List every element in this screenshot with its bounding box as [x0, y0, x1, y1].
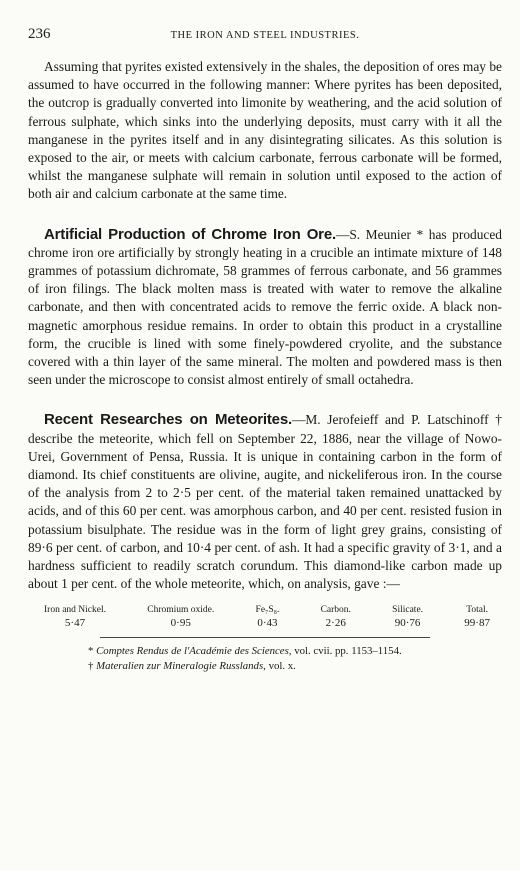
analysis-value: 2·26 [325, 617, 346, 630]
footnote [88, 644, 502, 659]
section-chrome-iron-ore [28, 226, 502, 390]
analysis-label: Silicate. [392, 605, 424, 616]
analysis-column [392, 605, 423, 629]
running-title: THE IRON AND STEEL INDUSTRIES. [170, 30, 360, 41]
section-title-meteorites: Recent Researches on Meteorites. [44, 411, 292, 429]
analysis-value: 99·87 [464, 617, 490, 630]
footnote-divider [100, 637, 430, 638]
analysis-column [321, 605, 351, 629]
analysis-value: 0·43 [257, 617, 278, 630]
footnote-marker: † [88, 660, 94, 673]
section-body-chrome-iron-ore: —S. Meunier * has produced chrome iron ore artificially by strongly heating in a crucible an intimate mixture of 148 grammes of potassium dichromate, 58 grammes of ferrous carbonate, and 56 grammes of iron filings. The black molten mass is treated with water to remove the alkaline carbonate, and then with concentrated acids to remove the ferric oxide. A black non-magnetic amorphous residue remains. In order to obtain this product in a crystalline form, the crucible is lined with some finely-powdered cryolite, and the substance covered with a thin layer of the same mineral. The molten and powdered mass is then seen under the microscope to consist almost entirely of small octahedra. [28, 226, 502, 388]
analysis-column [44, 605, 106, 629]
footnotes [28, 644, 502, 674]
analysis-column [256, 605, 280, 629]
footnote-ref: vol. cvii. pp. 1153–1154. [294, 645, 402, 658]
footnote-ref: vol. x. [268, 660, 296, 673]
analysis-table [28, 605, 502, 629]
page-number: 236 [28, 26, 51, 42]
analysis-value: 0·95 [170, 617, 191, 630]
footnote-source: Materalien zur Mineralogie Russlands, [96, 660, 266, 673]
analysis-value: 90·76 [394, 617, 421, 630]
page-header [28, 22, 502, 48]
section-meteorites [28, 411, 502, 593]
analysis-label: Fe₇S₈. [255, 605, 280, 616]
analysis-label: Iron and Nickel. [44, 605, 106, 616]
analysis-value: 5·47 [64, 617, 86, 630]
analysis-label: Carbon. [320, 605, 351, 616]
footnote [88, 659, 502, 674]
analysis-column [147, 605, 214, 629]
section-body-meteorites: —M. Jerofeieff and P. Latschinoff † describe the meteorite, which fell on September 22, 1886, near the village of Nowo-Urei, Government of Pensa, Russia. It is unique in containing carbon in the form of diamond. Its chief constituents are olivine, augite, and nickeliferous iron. In the course of the analysis from 2 to 2·5 per cent. of the material taken remained unattacked by acids, and of this 60 per cent. was amorphous carbon, and 40 per cent. resisted fusion in potassium bisulphate. The residue was in the form of light grey grains, consisting of 89·6 per cent. of carbon, and 10·4 per cent. of ash. It had a specific gravity of 3·1, and a hardness sufficient to readily scratch corundum. This diamond-like carbon made up about 1 per cent. of the whole meteorite, which, on analysis, gave :— [28, 412, 502, 592]
footnote-marker: * [88, 645, 94, 658]
analysis-label: Chromium oxide. [147, 605, 215, 616]
footnote-source: Comptes Rendus de l'Académie des Sciences, [96, 645, 292, 658]
analysis-column [464, 605, 490, 629]
paragraph-pyrites: Assuming that pyrites existed extensively in the shales, the deposition of ores may be assumed to have occurred in the following manner: Where pyrites has been deposited, the outcrop is gradually converted into limonite by weathering, and the acid solution of ferrous sulphate, which sinks into the underlying deposits, must carry with it all the manganese in the pyrites itself and in any disintegrating silicates. As this solution is exposed to the air, or meets with calcium carbonate, ferrous carbonate will be formed, whilst the manganese sulphate will remain in solution until exposed to the action of both air and calcium carbonate at the same time. [28, 59, 502, 202]
analysis-label: Total. [466, 605, 489, 616]
section-title-chrome-iron-ore: Artificial Production of Chrome Iron Ore. [44, 225, 336, 243]
book-page [28, 22, 502, 674]
